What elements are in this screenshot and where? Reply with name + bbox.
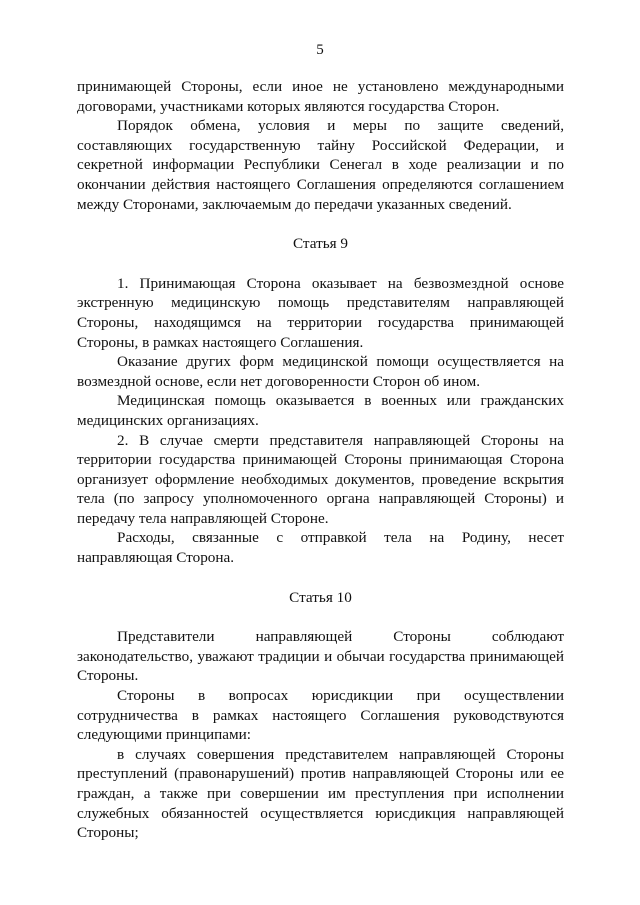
document-body	[77, 77, 564, 843]
article-10-paragraph-2: Стороны в вопросах юрисдикции при осуществлении сотрудничества в рамках настоящего Соглашения руководствуются следующими принципами:	[77, 687, 564, 744]
article-9-heading: Статья 9	[292, 235, 349, 253]
article-9-paragraph-1: 1. Принимающая Сторона оказывает на безвозмездной основе экстренную медицинскую помощь представителям направляющей Стороны, находящимся на территории государства принимающей Стороны, в рамках настоящего Соглашения.	[77, 274, 564, 351]
article-9-paragraph-5: Расходы, связанные с отправкой тела на Родину, несет направляющая Сторона.	[77, 529, 564, 567]
article-10-paragraph-3: в случаях совершения представителем направляющей Стороны преступлений (правонарушений) против направляющей Стороны или ее граждан, а также при совершении им преступления при исполнении служебных обязанностей осуществляется юрисдикция направляющей Стороны;	[77, 745, 564, 842]
page-number: 5	[316, 42, 324, 58]
article-10-heading: Статья 10	[289, 588, 352, 606]
article-9-paragraph-4: 2. В случае смерти представителя направляющей Стороны на территории государства принимающей Стороны принимающая Сторона организует оформление необходимых документов, проведение вскрытия тела (по запросу уполномоченного органа направляющей Стороны) и передачу тела направляющей Стороне.	[77, 431, 564, 527]
article-9-paragraph-2: Оказание других форм медицинской помощи осуществляется на возмездной основе, если нет договоренности Сторон об ином.	[77, 353, 564, 390]
article-9-paragraph-3: Медицинская помощь оказывается в военных или гражданских медицинских организациях.	[77, 392, 564, 429]
paragraph-continuation: принимающей Стороны, если иное не установлено международными договорами, участниками которых являются государства Сторон.	[77, 78, 564, 115]
paragraph-secret-info-exchange: Порядок обмена, условия и меры по защите сведений, составляющих государственную тайну Российской Федерации, и секретной информации Республики Сенегал в ходе реализации и по окончании действия настоящего Соглашения определяются соглашением между Сторонами, заключаемым до передачи указанных сведений.	[77, 117, 564, 213]
article-10-paragraph-1: Представители направляющей Стороны соблюдают законодательство, уважают традиции и обычаи государства принимающей Стороны.	[77, 628, 564, 685]
